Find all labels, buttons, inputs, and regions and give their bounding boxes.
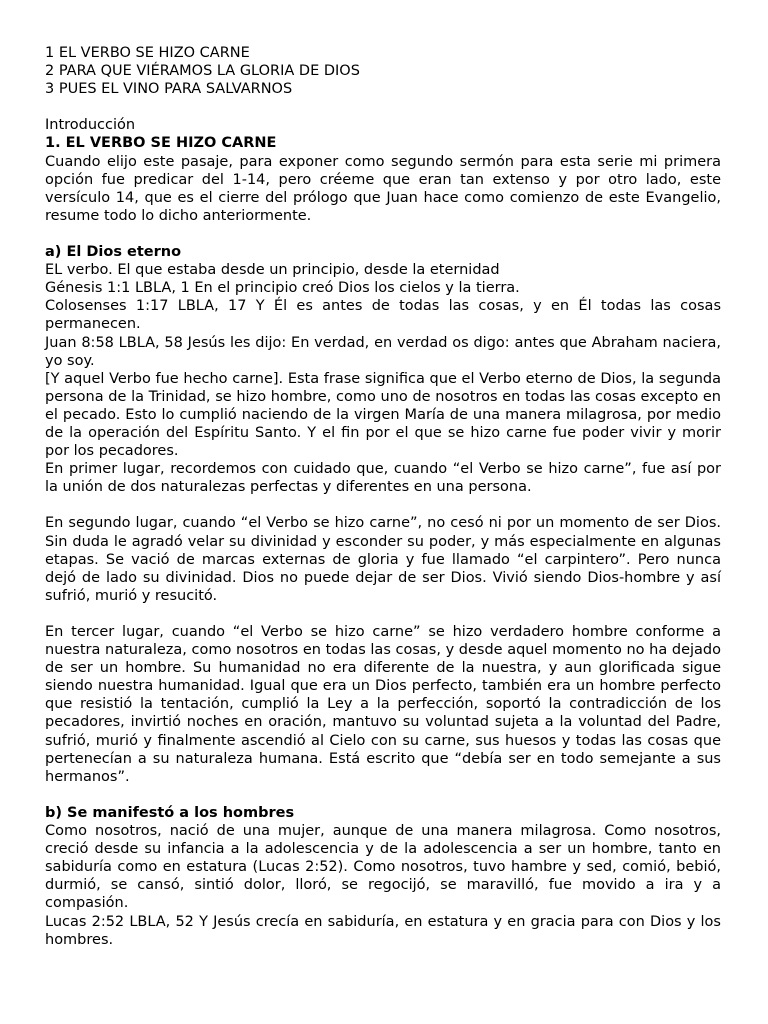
spacer <box>45 98 721 116</box>
intro-label: Introducción <box>45 117 136 134</box>
paragraph-primer-lugar: En primer lugar, recordemos con cuidado que, cuando “el Verbo se hizo carne”, fue así por la unión de dos naturalezas perfectas y diferentes en una persona. <box>45 461 721 496</box>
section-b-heading: b) Se manifestó a los hombres <box>45 804 295 821</box>
sermon-outline <box>45 44 721 98</box>
scripture-genesis: Génesis 1:1 LBLA, 1 En el principio creó Dios los cielos y la tierra. <box>45 280 520 297</box>
section-a-heading: a) El Dios eterno <box>45 244 182 261</box>
section-1-heading: 1. EL VERBO SE HIZO CARNE <box>45 135 277 152</box>
scripture-juan: Juan 8:58 LBLA, 58 Jesús les dijo: En verdad, en verdad os digo: antes que Abraham naciera, yo soy. <box>45 334 721 369</box>
scripture-colosenses: Colosenses 1:17 LBLA, 17 Y Él es antes de todas las cosas, y en Él todas las cosas permanecen. <box>45 298 721 333</box>
scripture-lucas: Lucas 2:52 LBLA, 52 Y Jesús crecía en sabiduría, en estatura y en gracia para con Dios y los hombres. <box>45 913 721 948</box>
paragraph-verbo-carne: [Y aquel Verbo fue hecho carne]. Esta frase significa que el Verbo eterno de Dios, la segunda persona de la Trinidad, se hizo hombre, como uno de nosotros en todas las cosas excepto en el pecado. Esto lo cumplió naciendo de la virgen María de una manera milagrosa, por medio de la operación del Espíritu Santo. Y el fin por el que se hizo carne fue poder vivir y morir por los pecadores. <box>45 370 721 460</box>
paragraph-segundo-lugar: En segundo lugar, cuando “el Verbo se hizo carne”, no cesó ni por un momento de ser Dios. Sin duda le agradó velar su divinidad y esconder su poder, y más especialmente en algunas etapas. Se vació de marcas externas de gloria y fue llamado “el carpintero”. Pero nunca dejó de lado su divinidad. Dios no puede dejar de ser Dios. Vivió siendo Dios-hombre y así sufrió, murió y resucitó. <box>45 515 721 604</box>
outline-item-1: 1 EL VERBO SE HIZO CARNE <box>45 45 250 61</box>
spacer <box>45 496 721 514</box>
spacer <box>45 786 721 804</box>
paragraph-como-nosotros: Como nosotros, nació de una mujer, aunque de una manera milagrosa. Como nosotros, creció desde su infancia a la adolescencia y de la adolescencia a ser un hombre, tanto en sabiduría como en estatura (Lucas 2:52). Como nosotros, tuvo hambre y sed, comió, bebió, durmió, se cansó, sintió dolor, lloró, se regocijó, se maravilló, fue movido a ira y a compasión. <box>45 823 721 912</box>
paragraph-tercer-lugar: En tercer lugar, cuando “el Verbo se hizo carne” se hizo verdadero hombre conforme a nuestra naturaleza, como nosotros en todas las cosas, y desde aquel momento no ha dejado de ser un hombre. Su humanidad no era diferente de la nuestra, y aun glorificada sigue siendo nuestra humanidad. Igual que era un Dios perfecto, también era un hombre perfecto que resistió la tentación, cumplió la Ley a la perfección, soportó la contradicción de los pecadores, invirtió noches en oración, mantuvo su voluntad sujeta a la voluntad del Padre, sufrió, murió y finalmente ascendió al Cielo con su carne, sus huesos y todas las cosas que pertenecían a su naturaleza humana. Está escrito que “debía ser en todo semejante a sus hermanos”. <box>45 624 721 785</box>
spacer <box>45 605 721 623</box>
section-1-paragraph: Cuando elijo este pasaje, para exponer como segundo sermón para esta serie mi primera opción fue predicar del 1-14, pero créeme que eran tan extenso y por otro lado, este versículo 14, que es el cierre del prólogo que Juan hace como comienzo de este Evangelio, resume todo lo dicho anteriormente. <box>45 153 721 224</box>
section-a-line-verbo: EL verbo. El que estaba desde un principio, desde la eternidad <box>45 262 500 279</box>
outline-item-2: 2 PARA QUE VIÉRAMOS LA GLORIA DE DIOS <box>45 63 360 80</box>
outline-item-3: 3 PUES EL VINO PARA SALVARNOS <box>45 81 293 98</box>
spacer <box>45 225 721 243</box>
